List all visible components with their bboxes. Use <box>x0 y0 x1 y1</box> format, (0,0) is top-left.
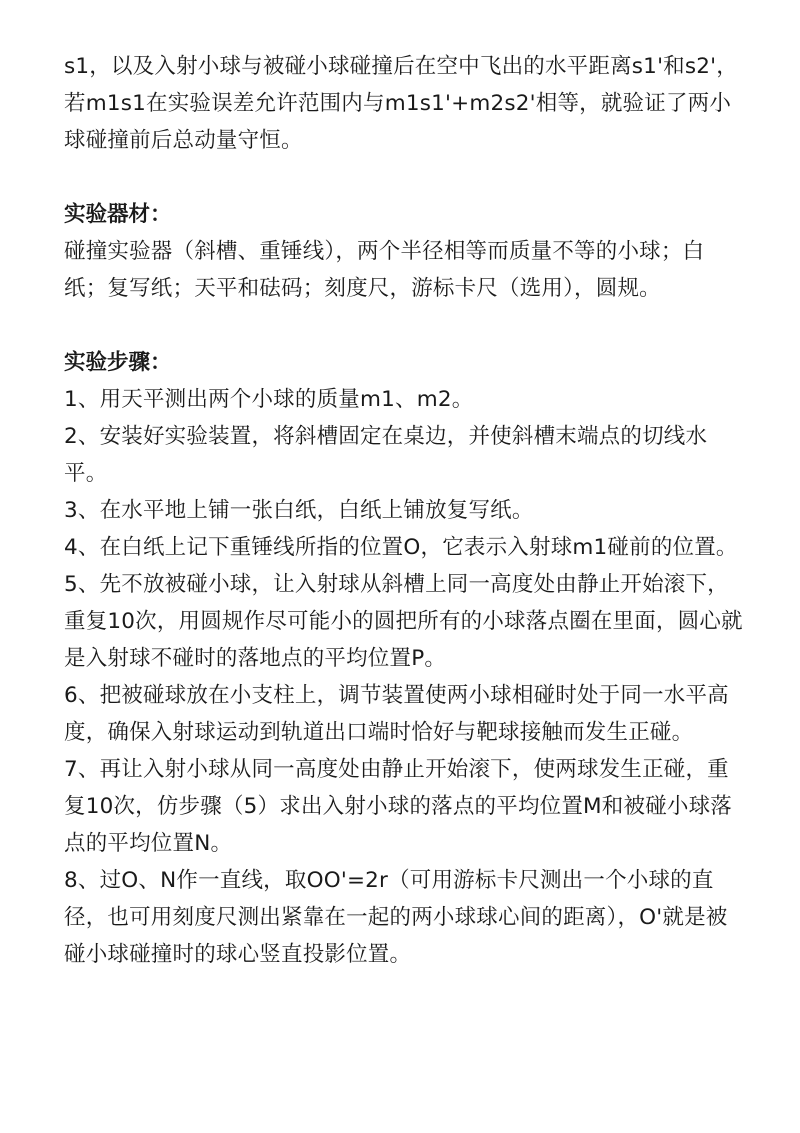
section-gap <box>64 307 744 344</box>
equipment-heading: 实验器材： <box>64 202 172 227</box>
step-item: 8、过O、N作一直线，取OO'=2r（可用游标卡尺测出一个小球的直径，也可用刻度尺测出紧靠在一起的两小球球心间的距离），O'就是被碰小球碰撞时的球心竖直投影位置。 <box>64 868 728 967</box>
step-item: 6、把被碰球放在小支柱上，调节装置使两小球相碰时处于同一水平高度，确保入射球运动到轨道出口端时恰好与靶球接触而发生正碰。 <box>64 683 729 745</box>
section-gap <box>64 159 744 196</box>
procedure-heading: 实验步骤： <box>64 350 172 375</box>
step-item: 1、用天平测出两个小球的质量m1、m2。 <box>64 387 474 412</box>
procedure-steps-list <box>64 381 744 973</box>
step-item: 7、再让入射小球从同一高度处由静止开始滚下，使两球发生正碰，重复10次，仿步骤（5）求出入射小球的落点的平均位置M和被碰小球落点的平均位置N。 <box>64 757 732 856</box>
step-item: 4、在白纸上记下重锤线所指的位置O，它表示入射球m1碰前的位置。 <box>64 535 738 560</box>
step-item: 2、安装好实验装置，将斜槽固定在桌边，并使斜槽末端点的切线水平。 <box>64 424 708 486</box>
equipment-paragraph: 碰撞实验器（斜槽、重锤线），两个半径相等而质量不等的小球；白纸；复写纸；天平和砝码；刻度尺，游标卡尺（选用），圆规。 <box>64 239 705 301</box>
step-item: 5、先不放被碰小球，让入射球从斜槽上同一高度处由静止开始滚下，重复10次，用圆规作尽可能小的圆把所有的小球落点圈在里面，圆心就是入射球不碰时的落地点的平均位置P。 <box>64 572 743 671</box>
intro-paragraph: s1，以及入射小球与被碰小球碰撞后在空中飞出的水平距离s1'和s2'，若m1s1在实验误差允许范围内与m1s1'+m2s2'相等，就验证了两小球碰撞前后总动量守恒。 <box>64 54 738 153</box>
document-page <box>64 48 744 973</box>
step-item: 3、在水平地上铺一张白纸，白纸上铺放复写纸。 <box>64 498 534 523</box>
